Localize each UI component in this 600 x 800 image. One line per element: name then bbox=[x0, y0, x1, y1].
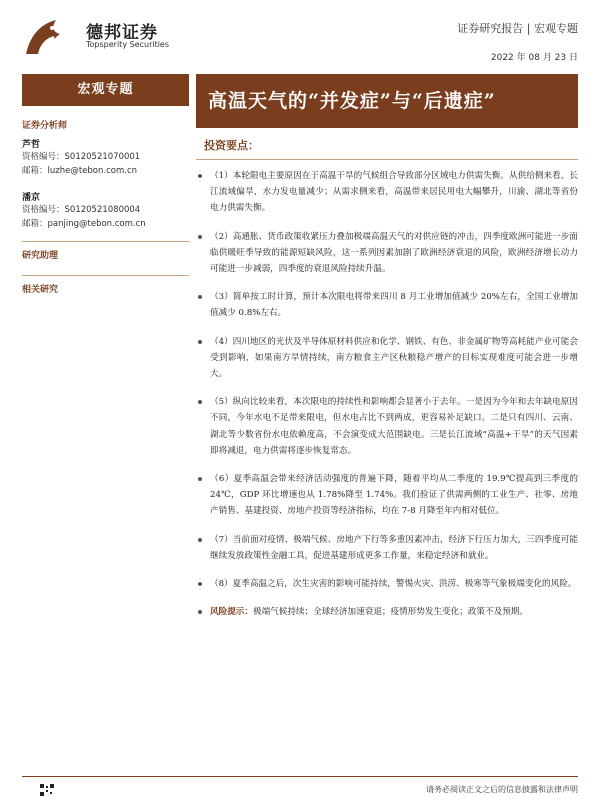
cert-number: S0120521080004 bbox=[64, 205, 141, 215]
analyst-cert bbox=[22, 150, 189, 164]
list-item bbox=[196, 289, 578, 321]
analyst-name: 潘京 bbox=[22, 193, 41, 203]
bullet-icon bbox=[198, 295, 202, 299]
analyst-email bbox=[22, 217, 189, 231]
bullet-icon bbox=[198, 582, 202, 586]
list-item bbox=[196, 334, 578, 383]
email-label: 邮箱： bbox=[22, 166, 48, 176]
point-text: （4）四川地区的光伏及半导体原材料供应和化学、钢铁、有色、非金属矿物等高耗能产业可能会受到影响，如果南方旱情持续，南方粮食主产区秋粮稳产增产的目标实现难度可能会进一步增大。 bbox=[210, 336, 578, 380]
bullet-icon bbox=[198, 610, 202, 614]
cert-number: S0120521070001 bbox=[64, 152, 141, 162]
cert-label: 资格编号： bbox=[22, 152, 65, 162]
report-title: 高温天气的“并发症”与“后遗症” bbox=[196, 74, 578, 128]
list-item bbox=[196, 576, 578, 592]
key-points-heading: 投资要点： bbox=[196, 130, 578, 160]
point-text: （8）夏季高温之后，次生灾害的影响可能持续，警惕火灾、洪涝、极寒等气象极端变化的风险。 bbox=[210, 579, 577, 590]
key-points-list bbox=[196, 168, 578, 620]
analyst-cert bbox=[22, 203, 189, 217]
risk-label: 风险提示： bbox=[210, 607, 253, 618]
disclaimer-notice: 请务必阅读正文之后的信息披露和法律声明 bbox=[426, 785, 578, 794]
tebon-logo-icon bbox=[22, 14, 70, 60]
list-item bbox=[196, 532, 578, 564]
category-banner: 宏观专题 bbox=[22, 74, 189, 106]
analyst-email bbox=[22, 164, 189, 178]
footer-divider bbox=[22, 776, 578, 777]
bullet-icon bbox=[198, 340, 202, 344]
email-link[interactable]: panjing@tebon.com.cn bbox=[47, 219, 146, 229]
bullet-icon bbox=[198, 538, 202, 542]
point-text: （2）高通胀、货币政策收紧压力叠加极端高温天气的对供应链的冲击，四季度欧洲可能进一步面临供暖旺季导致的能源短缺风险，这一系列因素加剧了欧洲经济衰退的风险，欧洲经济增长动力可能进一步减弱，四季度的衰退风险持续升温。 bbox=[210, 231, 578, 275]
bullet-icon bbox=[198, 235, 202, 239]
list-item bbox=[196, 394, 578, 459]
cert-label: 资格编号： bbox=[22, 205, 65, 215]
analyst-name: 芦哲 bbox=[22, 140, 41, 150]
related-section-heading: 相关研究 bbox=[22, 275, 189, 299]
email-link[interactable]: luzhe@tebon.com.cn bbox=[47, 166, 138, 176]
point-text: （7）当前面对疫情、极端气候、房地产下行等多重因素冲击，经济下行压力加大，三四季度可能继续发放政策性金融工具，促进基建形成更多工作量，来稳定经济和就业。 bbox=[210, 534, 578, 561]
logo-text-en: Topsperity Securities bbox=[86, 40, 170, 49]
point-text: （1）本轮限电主要原因在于高温干旱的气候组合导致部分区域电力供需失衡。从供给侧来看，长江流域偏旱，水力发电量减少；从需求侧来看，高温带来居民用电大幅攀升，川渝、湖北等省份电力供需失衡。 bbox=[210, 171, 578, 214]
qr-code-icon bbox=[40, 784, 54, 796]
risk-warning bbox=[196, 604, 578, 620]
list-item bbox=[196, 229, 578, 278]
point-text: （3）简单按工时计算，预计本次限电将带来四川 8 月工业增加值减少 20%左右，全国工业增加值减少 0.8%左右。 bbox=[210, 292, 578, 319]
bullet-icon bbox=[198, 174, 202, 178]
analyst-card bbox=[22, 137, 189, 178]
list-item bbox=[196, 168, 578, 217]
page-header bbox=[0, 0, 600, 72]
report-type: 证券研究报告 | 宏观专题 bbox=[457, 22, 578, 35]
logo-text-cn: 德邦证券 bbox=[86, 23, 158, 43]
assistant-section-heading: 研究助理 bbox=[22, 241, 189, 265]
sidebar bbox=[22, 112, 189, 299]
email-label: 邮箱： bbox=[22, 219, 48, 229]
risk-text: 极端气候持续；全球经济加速衰退；疫情形势发生变化；政策不及预期。 bbox=[252, 607, 528, 618]
bullet-icon bbox=[198, 400, 202, 404]
main-content bbox=[196, 130, 578, 632]
report-date: 2022 年 08 月 23 日 bbox=[490, 53, 578, 63]
bullet-icon bbox=[198, 477, 202, 481]
analyst-card bbox=[22, 190, 189, 231]
list-item bbox=[196, 471, 578, 520]
point-text: （5）纵向比较来看，本次限电的持续性和影响都会显著小于去年。一是因为今年和去年缺电原因不同，今年水电不足带来限电，但水电占比不到两成，更容易补足缺口。二是只有四川、云南、湖北等少数省份水电依赖度高，不会演变成大范围缺电。三是长江流域“高温+干旱”的天气因素即将减退，电力供需将逐步恢复常态。 bbox=[210, 397, 578, 456]
analyst-section-heading: 证券分析师 bbox=[22, 121, 68, 131]
point-text: （6）夏季高温会带来经济活动强度的普遍下降，随着平均从二季度的 19.9℃提高到三季度的 24℃，GDP 环比增速也从 1.78%降至 1.74%。我们验证了供需两侧的工业生产、社零、房地产销售、基建投资、房地产投资等经济指标，均在 7-8 月降至年内相对低位。 bbox=[210, 474, 578, 517]
